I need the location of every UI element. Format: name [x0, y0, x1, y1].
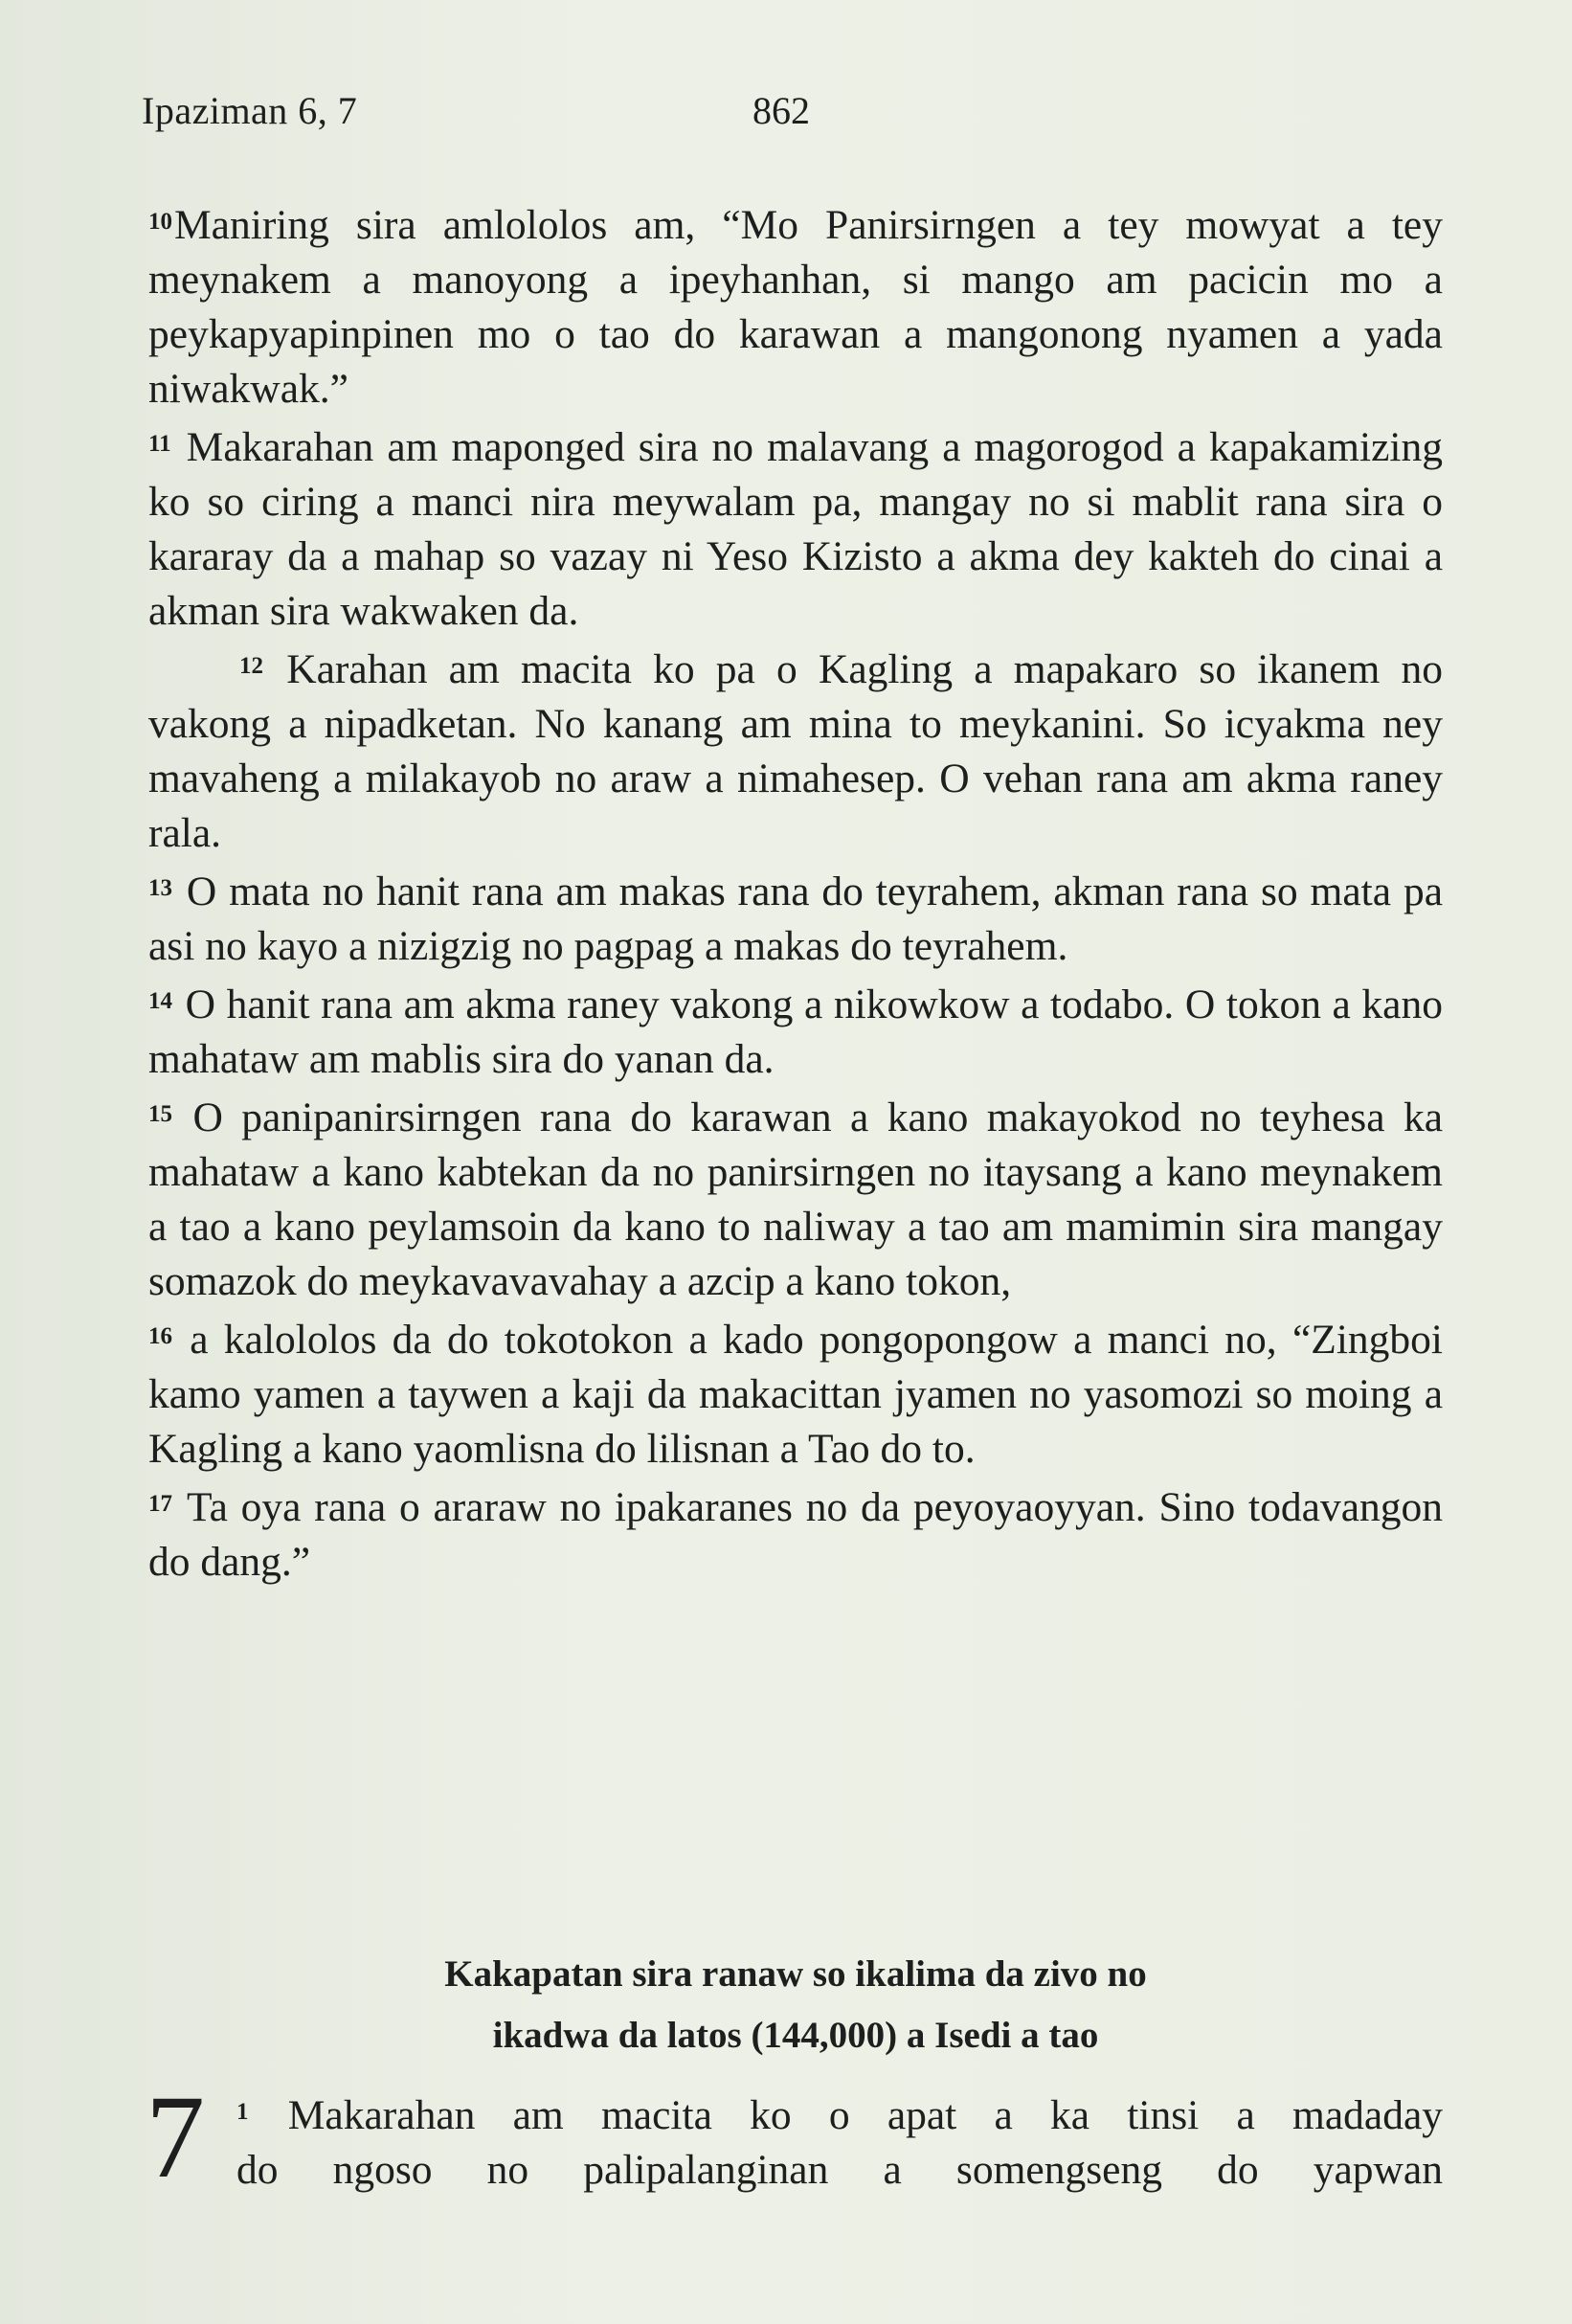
verse-10 — [148, 194, 1443, 417]
verse-block — [148, 194, 1443, 1590]
verse-text: O mata no hanit rana am makas rana do teyrahem, akman rana so mata pa asi no kayo a nizigzig no pagpag a makas do teyrahem. — [148, 869, 1443, 969]
verse-11 — [148, 417, 1443, 639]
verse-number: 1 — [236, 2099, 249, 2125]
verse-number: 16 — [148, 1323, 172, 1349]
chapter-7-verse-1 — [236, 2085, 1443, 2198]
verse-text: O panipanirsirngen rana do karawan a kano makayokod no teyhesa ka mahataw a kano kabtekan da no panirsirngen no itaysang a kano meynakem a tao a kano peylamsoin da kano to naliway a tao am mamimin sira mangay somazok do meykavavavahay a azcip a kano tokon, — [148, 1094, 1443, 1304]
verse-text: Makarahan am maponged sira no malavang a magorogod a kapakamizing ko so ciring a manci nira meywalam pa, mangay no si mablit rana sira o kararay da a mahap so vazay ni Yeso Kizisto a akma dey kakteh do cinai a akman sira wakwaken da. — [148, 424, 1443, 634]
section-heading — [148, 1944, 1443, 2066]
verse-12 — [148, 639, 1443, 861]
verse-number: 12 — [239, 653, 263, 679]
page-number: 862 — [752, 89, 810, 132]
verse-number: 14 — [148, 988, 172, 1014]
verse-13 — [148, 861, 1443, 974]
verse-text: Maniring sira amlololos am, “Mo Panirsirngen a tey mowyat a tey meynakem a manoyong a ipeyhanhan, si mango am pacicin mo a peykapyapinpinen mo o tao do karawan a mangonong nyamen a yada niwakwak.” — [148, 202, 1443, 412]
chapter-line-1-text: Makarahan am macita ko o apat a ka tinsi a madaday — [287, 2092, 1443, 2138]
verse-number: 13 — [148, 875, 172, 901]
verse-number: 11 — [148, 431, 171, 457]
chapter-line-2: do ngoso no palipalanginan a somengseng do yapwan — [236, 2147, 1443, 2193]
verse-number: 15 — [148, 1101, 172, 1127]
chapter-number: 7 — [146, 2071, 205, 2202]
section-heading-line-1: Kakapatan sira ranaw so ikalima da zivo no — [444, 1953, 1147, 1995]
running-head: Ipaziman 6, 7 — [142, 89, 358, 132]
verse-16 — [148, 1309, 1443, 1477]
verse-text: O hanit rana am akma raney vakong a nikowkow a todabo. O tokon a kano mahataw am mablis sira do yanan da. — [148, 981, 1443, 1082]
verse-text: Ta oya rana o araraw no ipakaranes no da peyoyaoyyan. Sino todavangon do dang.” — [148, 1484, 1444, 1585]
verse-text: Karahan am macita ko pa o Kagling a mapakaro so ikanem no vakong a nipadketan. No kanang am mina to meykanini. So icyakma ney mavaheng a milakayob no araw a nimahesep. O vehan rana am akma raney rala. — [148, 646, 1443, 856]
verse-text: a kalololos da do tokotokon a kado pongopongow a manci no, “Zingboi kamo yamen a taywen a kaji da makacittan jyamen no yasomozi so moing a Kagling a kano yaomlisna do lilisnan a Tao do to. — [148, 1317, 1444, 1472]
verse-15 — [148, 1087, 1443, 1309]
verse-number: 17 — [148, 1491, 172, 1517]
verse-number: 10 — [148, 209, 172, 235]
verse-17 — [148, 1477, 1443, 1590]
chapter-line-1 — [236, 2085, 1443, 2143]
verse-14 — [148, 974, 1443, 1087]
section-heading-line-2: ikadwa da latos (144,000) a Isedi a tao — [492, 2015, 1099, 2056]
